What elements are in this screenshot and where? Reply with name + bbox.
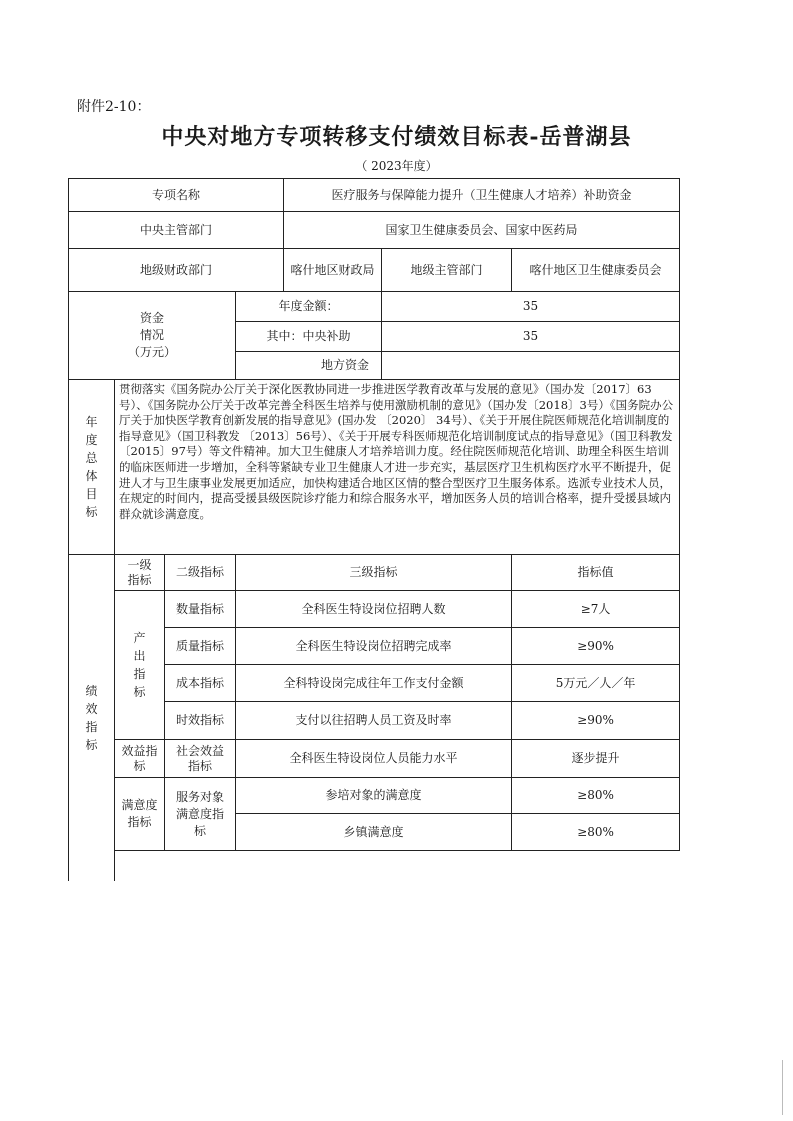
annual-amount-label: 年度金额： [236, 292, 382, 322]
project-name-value: 医疗服务与保障能力提升（卫生健康人才培养）补助资金 [284, 179, 680, 212]
performance-indicators-label [69, 555, 115, 881]
satisfaction-label-line: 指标 [127, 815, 152, 829]
benefit-indicators-label [115, 740, 165, 778]
value-cell: 5万元／人／年 [512, 665, 680, 702]
social-benefit-label [165, 740, 236, 778]
central-dept-value: 国家卫生健康委员会、国家中医药局 [284, 212, 680, 249]
funds-label-line3: （万元） [127, 345, 176, 359]
service-label-line: 标 [193, 823, 206, 838]
output-label-char: 指 [133, 667, 146, 681]
local-finance-label: 地级财政部门 [69, 249, 284, 292]
value-cell: 逐步提升 [512, 740, 680, 778]
central-dept-label: 中央主管部门 [69, 212, 284, 249]
annual-amount-value: 35 [382, 292, 680, 322]
annual-goal-label [69, 380, 115, 555]
table-row [69, 591, 680, 628]
level3-cell: 支付以往招聘人员工资及时率 [236, 702, 512, 740]
perf-label-char: 效 [85, 701, 98, 716]
service-satisfaction-label [165, 778, 236, 851]
output-label-char: 产 [133, 631, 146, 645]
local-dept-label: 地级主管部门 [382, 249, 512, 292]
perf-label-char: 指 [85, 719, 98, 734]
funds-label-line2: 情况 [139, 328, 164, 342]
level3-cell: 全科医生特设岗位招聘人数 [236, 591, 512, 628]
row-local-depts [69, 249, 680, 292]
benefit-label-line: 标 [133, 758, 146, 773]
satisfaction-indicators-label [115, 778, 165, 851]
value-cell: ≥90% [512, 702, 680, 740]
level2-cell: 成本指标 [165, 665, 236, 702]
output-indicators-label [115, 591, 165, 740]
level2-cell: 质量指标 [165, 628, 236, 665]
local-funds-label: 地方资金 [236, 352, 382, 380]
level2-cell: 数量指标 [165, 591, 236, 628]
level3-cell: 参培对象的满意度 [236, 778, 512, 814]
page-title: 中央对地方专项转移支付绩效目标表-岳普湖县 [161, 124, 632, 150]
table-row [69, 778, 680, 814]
value-cell: ≥90% [512, 628, 680, 665]
col-level1-line: 一级 [127, 557, 152, 572]
social-label-line: 社会效益 [175, 743, 224, 758]
local-finance-value: 喀什地区财政局 [284, 249, 382, 292]
col-level1 [115, 555, 165, 591]
goal-label-char: 年 [85, 415, 98, 429]
blank-cell [115, 851, 680, 881]
row-funds-annual [69, 292, 680, 322]
col-level2: 二级指标 [165, 555, 236, 591]
social-label-line: 指标 [187, 758, 212, 773]
output-label-char: 出 [133, 649, 146, 663]
satisfaction-label-line: 满意度 [121, 798, 158, 812]
trailing-blank-row [69, 851, 680, 881]
table-row [69, 740, 680, 778]
level3-cell: 乡镇满意度 [236, 814, 512, 851]
benefit-label-line: 效益指 [121, 743, 158, 758]
funds-label [69, 292, 236, 380]
value-cell: ≥80% [512, 778, 680, 814]
row-project-name [69, 179, 680, 212]
central-subsidy-value: 35 [382, 322, 680, 352]
col-level1-line: 指标 [127, 572, 152, 587]
goal-label-char: 标 [85, 505, 98, 519]
fiscal-year: （ 2023年度） [355, 159, 438, 173]
attachment-number: 附件2-10： [77, 99, 151, 115]
scan-edge-line [782, 1060, 783, 1115]
row-central-dept [69, 212, 680, 249]
annual-goal-text: 贯彻落实《国务院办公厅关于深化医教协同进一步推进医学教育改革与发展的意见》（国办发〔2017〕63号）、《国务院办公厅关于改革完善全科医生培养与使用激励机制的意见》（国办发〔2018〕3号）《国务院办公厅关于加快医学教育创新发展的指导意见》(国办发 〔2020〕 34号）、《关于开展住院医师规范化培训制度的指导意见》（国卫科教发 〔2013〕56号）、《关于开展专科医师规范化培训制度试点的指导意见》（国卫科教发〔2015〕97号）等文件精神。加大卫生健康人才培养培训力度。经住院医师规范化培训、助理全科医生培训的临床医师进一步增加，全科等紧缺专业卫生健康人才进一步充实，基层医疗卫生机构医疗水平不断提升，促进人才与卫生康事业发展更加适应，加快构建适合地区区情的整合型医疗卫生服务体系。选派专业技术人员，在规定的时间内，提高受援县级医院诊疗能力和综合服务水平，增加医务人员的培训合格率，提升受援县域内群众就诊满意度。 [115, 380, 680, 555]
perf-header-row [69, 555, 680, 591]
value-cell: ≥80% [512, 814, 680, 851]
col-level3: 三级指标 [236, 555, 512, 591]
service-label-line: 满意度指 [175, 806, 224, 821]
perf-label-char: 绩 [85, 683, 98, 698]
central-subsidy-label: 其中：中央补助 [236, 322, 382, 352]
local-funds-value [382, 352, 680, 380]
goal-label-char: 总 [85, 451, 98, 465]
goal-label-char: 度 [85, 433, 98, 447]
output-label-char: 标 [133, 685, 146, 699]
level3-cell: 全科医生特设岗位人员能力水平 [236, 740, 512, 778]
service-label-line: 服务对象 [175, 789, 224, 804]
performance-target-table [68, 178, 680, 881]
row-annual-goal [69, 380, 680, 555]
level3-cell: 全科特设岗完成往年工作支付金额 [236, 665, 512, 702]
goal-label-char: 目 [85, 487, 98, 501]
goal-label-char: 体 [85, 469, 98, 483]
funds-label-line1: 资金 [139, 311, 164, 325]
value-cell: ≥7人 [512, 591, 680, 628]
local-dept-value: 喀什地区卫生健康委员会 [512, 249, 680, 292]
level2-cell: 时效指标 [165, 702, 236, 740]
level3-cell: 全科医生特设岗位招聘完成率 [236, 628, 512, 665]
perf-label-char: 标 [85, 737, 98, 752]
col-value: 指标值 [512, 555, 680, 591]
project-name-label: 专项名称 [69, 179, 284, 212]
